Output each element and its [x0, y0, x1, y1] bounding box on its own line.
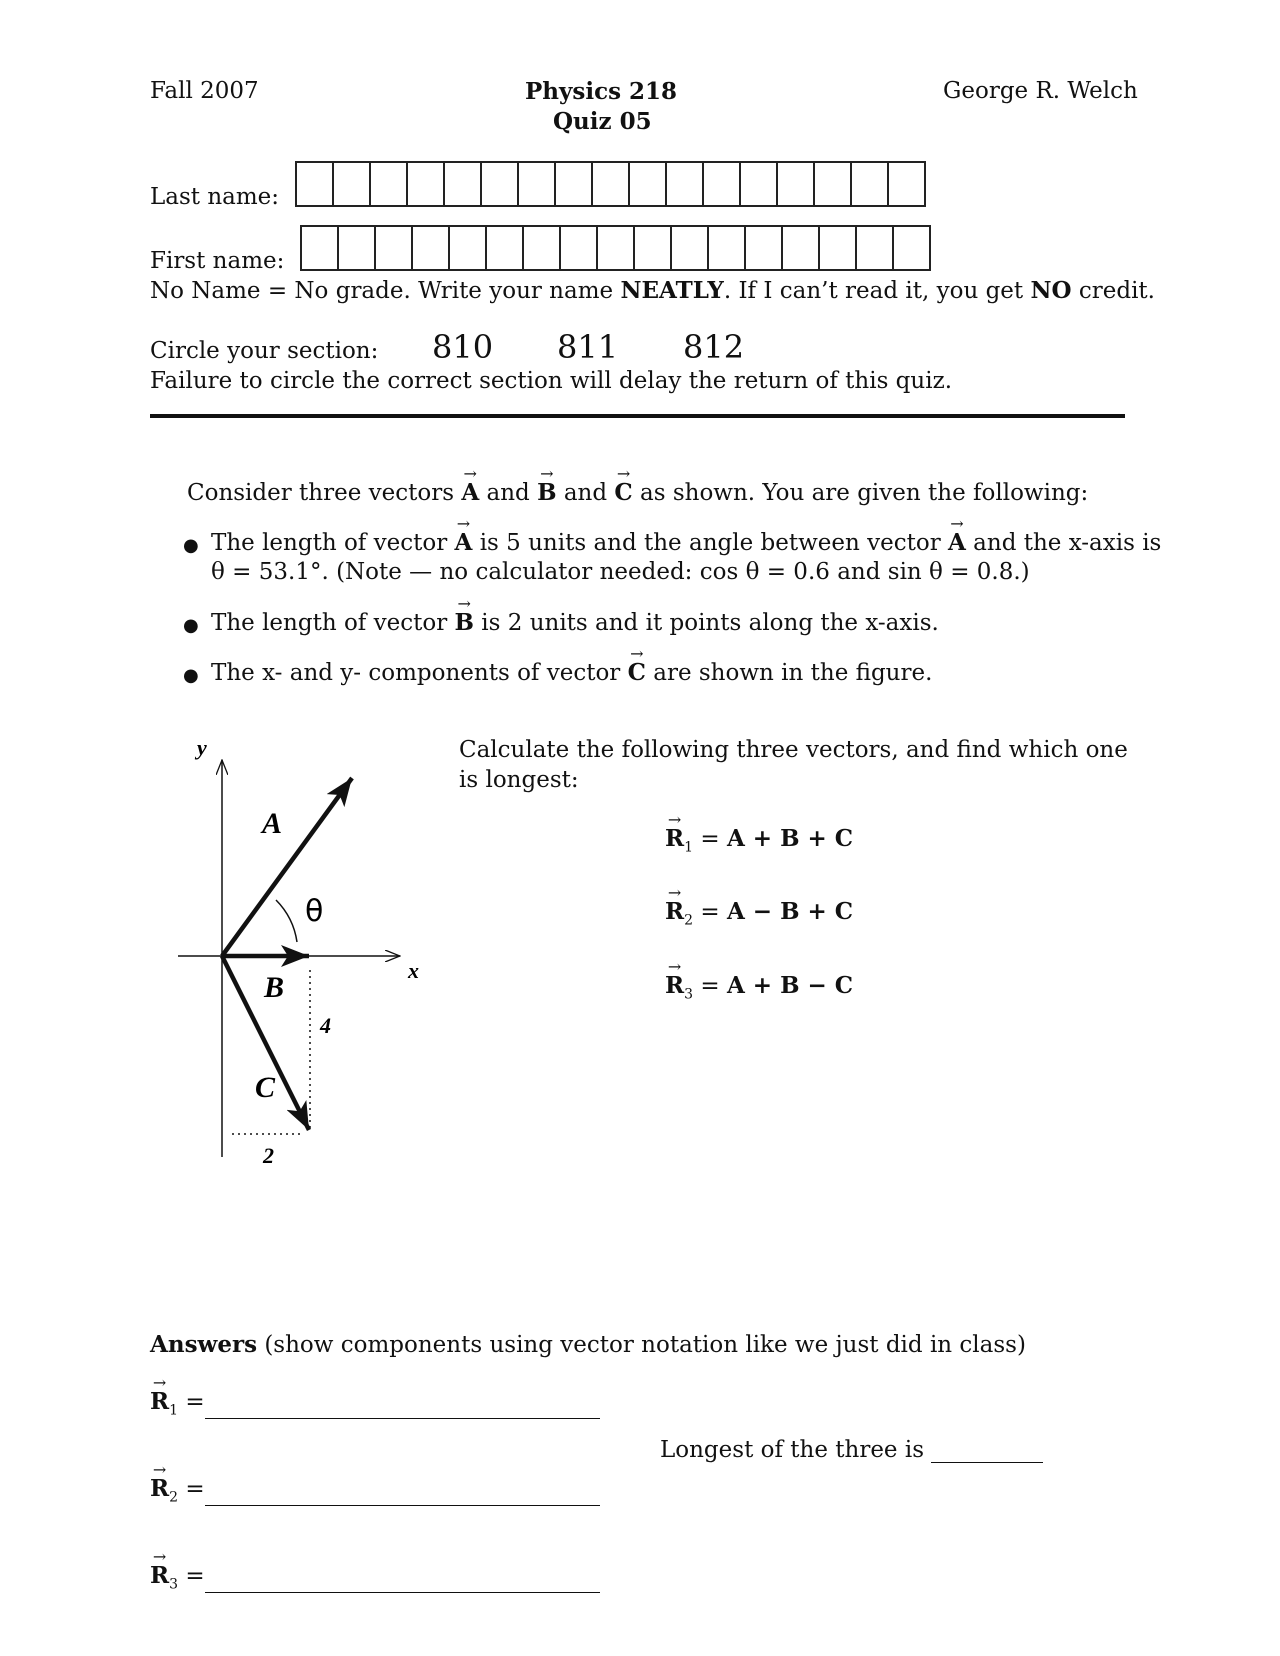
theta-label: θ	[305, 894, 324, 929]
answer-r3-blank[interactable]	[205, 1570, 600, 1593]
section-option-812[interactable]: 812	[683, 328, 745, 366]
term: Fall 2007	[150, 78, 259, 104]
equation-r1: → $R_1 = A + B + C$	[665, 825, 853, 856]
section-option-810[interactable]: 810	[432, 328, 494, 366]
c-y-value: 4	[320, 1013, 331, 1038]
section-note: Failure to circle the correct section will delay the return of this quiz.	[150, 368, 953, 394]
answer-r1: → $R_1$ =	[150, 1388, 600, 1419]
equation-r3: → $R_3 = A + B - C$	[665, 972, 853, 1003]
last-name-boxes[interactable]	[295, 161, 926, 207]
equation-r2: → $R_2 = A - B + C$	[665, 898, 853, 929]
answer-r2: → $R_2$ =	[150, 1475, 600, 1506]
bullet-1-line-2: θ = 53.1°. (Note — no calculator needed: cos θ = 0.6 and sin θ = 0.8.)	[211, 559, 1030, 585]
bullet-icon: ●	[183, 535, 199, 556]
bullet-icon: ●	[183, 665, 199, 686]
first-name-boxes[interactable]	[300, 225, 931, 271]
bullet-3: The x- and y- components of vector → C are shown in the figure.	[211, 659, 932, 686]
bullet-1-line-1: The length of vector → A is 5 units and the angle between vector → A and the x-axis is	[211, 529, 1161, 556]
quiz-title: Quiz 05	[553, 108, 652, 135]
name-warning: No Name = No grade. Write your name NEATLY. If I can’t read it, you get NO credit.	[150, 277, 1155, 304]
bullet-icon: ●	[183, 615, 199, 636]
horizontal-rule	[150, 414, 1125, 418]
vector-c-label: C	[255, 1071, 276, 1104]
first-name-label: First name:	[150, 248, 285, 274]
theta-arc	[276, 900, 297, 942]
vector-a-label: A	[262, 807, 283, 840]
x-axis-label: x	[408, 958, 419, 983]
section-label: Circle your section:	[150, 338, 379, 364]
bullet-2: The length of vector → B is 2 units and it points along the x-axis.	[211, 609, 939, 636]
vector-figure	[160, 725, 420, 1175]
task-line-1: Calculate the following three vectors, and find which one	[459, 737, 1128, 763]
last-name-label: Last name:	[150, 184, 280, 210]
c-x-value: 2	[263, 1143, 274, 1168]
answers-heading: Answers (show components using vector notation like we just did in class)	[150, 1331, 1026, 1358]
instructor: George R. Welch	[943, 78, 1138, 104]
answer-r3: → $R_3$ =	[150, 1562, 600, 1593]
task-line-2: is longest:	[459, 767, 579, 793]
longest-prompt: Longest of the three is	[660, 1437, 1043, 1463]
answer-r1-blank[interactable]	[205, 1396, 600, 1419]
vector-b-label: B	[264, 971, 285, 1004]
vector-a-arrow	[222, 778, 352, 956]
problem-intro: Consider three vectors → A and → B and → C as shown. You are given the following:	[187, 479, 1088, 506]
longest-blank[interactable]	[931, 1440, 1043, 1463]
section-option-811[interactable]: 811	[557, 328, 619, 366]
course-title: Physics 218	[525, 78, 678, 105]
y-axis-label: y	[197, 735, 207, 760]
answer-r2-blank[interactable]	[205, 1483, 600, 1506]
